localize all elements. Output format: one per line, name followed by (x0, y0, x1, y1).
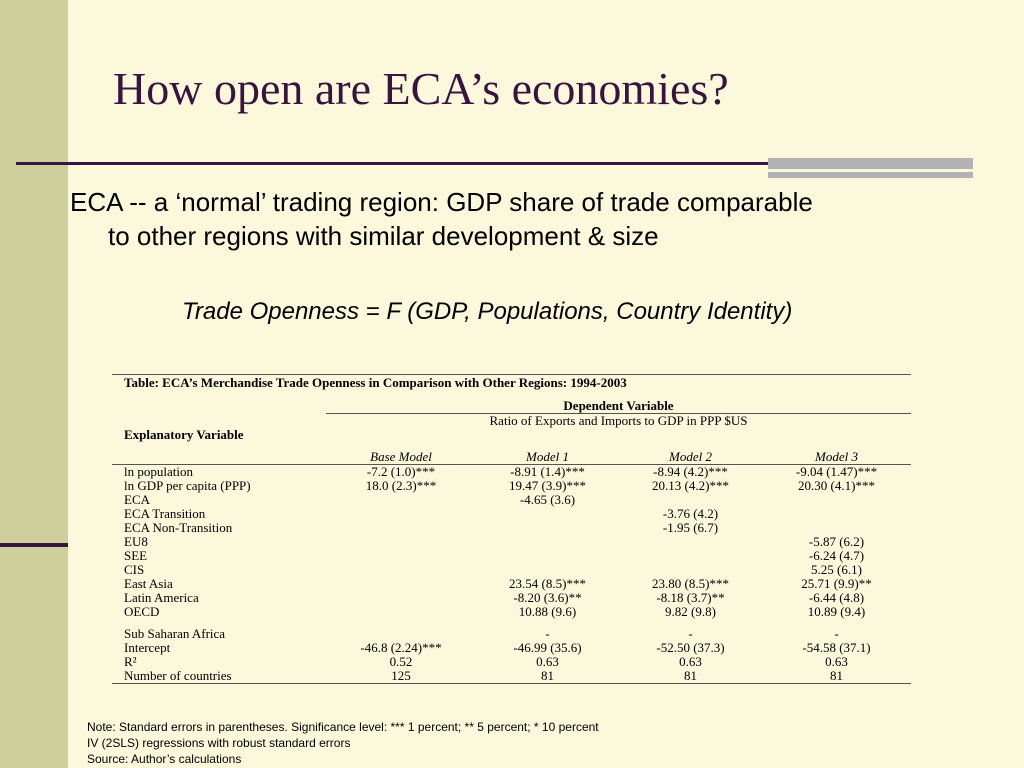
sidebar-band (0, 0, 68, 768)
cell-value (326, 605, 476, 619)
cell-value: 81 (619, 669, 762, 684)
row-label: ln GDP per capita (PPP) (124, 479, 251, 493)
cell-value (476, 535, 619, 549)
sidebar-rule (0, 543, 68, 547)
row-label (112, 619, 326, 627)
cell-value: -46.8 (2.24)*** (360, 641, 442, 655)
cell-value (326, 535, 476, 549)
cell-value (476, 563, 619, 577)
cell-value: 0.63 (825, 655, 848, 669)
row-label: East Asia (124, 577, 173, 591)
formula-text: Trade Openness = F (GDP, Populations, Country Identity) (182, 298, 793, 325)
cell-value: 125 (326, 669, 476, 684)
row-label: Number of countries (112, 669, 326, 684)
cell-value: -8.20 (3.6)** (513, 591, 582, 605)
cell-value: -6.24 (4.7) (808, 549, 865, 563)
cell-value: -8.91 (1.4)*** (510, 464, 585, 479)
model-header: Base Model (326, 450, 476, 465)
cell-value (476, 507, 619, 521)
cell-value (326, 627, 476, 641)
bullet-line-2: to other regions with similar development & size (108, 221, 659, 251)
table-row (112, 479, 911, 493)
regression-table (112, 374, 911, 684)
cell-value: -9.04 (1.47)*** (795, 464, 878, 479)
cell-value: 9.82 (9.8) (665, 605, 716, 619)
table-row (112, 619, 911, 627)
cell-value: -7.2 (1.0)*** (366, 464, 436, 479)
cell-value (619, 493, 762, 507)
row-label: OECD (124, 605, 160, 619)
row-label: SEE (124, 549, 148, 563)
cell-value (326, 549, 476, 563)
cell-value (619, 535, 762, 549)
cell-value (762, 507, 911, 521)
cell-value (326, 507, 476, 521)
row-label: CIS (124, 563, 145, 577)
cell-value (326, 577, 476, 591)
cell-value (326, 563, 476, 577)
table-row (112, 521, 911, 535)
cell-value: 20.30 (4.1)*** (798, 479, 875, 493)
cell-value: 0.52 (389, 655, 413, 669)
row-label: ECA Transition (124, 507, 206, 521)
cell-value: - (545, 627, 550, 641)
cell-value: -8.18 (3.7)** (656, 591, 725, 605)
cell-value: 5.25 (6.1) (811, 563, 862, 577)
cell-value: -52.50 (37.3) (656, 641, 725, 655)
cell-value: 23.54 (8.5)*** (509, 577, 586, 591)
bullet-text (70, 185, 1020, 253)
footnote: Source: Author’s calculations (87, 752, 242, 766)
cell-value (619, 619, 762, 627)
slide-title: How open are ECA’s economies? (113, 63, 729, 114)
table-caption: Table: ECA’s Merchandise Trade Openness in Comparison with Other Regions: 1994-2003 (112, 375, 911, 392)
cell-value: 0.63 (536, 655, 559, 669)
cell-value: -8.94 (4.2)*** (653, 464, 728, 479)
row-label: Latin America (124, 591, 199, 605)
cell-value: -5.87 (6.2) (808, 535, 865, 549)
table-row (112, 535, 911, 549)
table-row (112, 563, 911, 577)
cell-value: -4.65 (3.6) (519, 493, 576, 507)
cell-value: -54.58 (37.1) (802, 641, 871, 655)
cell-value (326, 619, 476, 627)
table-row (112, 641, 911, 655)
table-row (112, 493, 911, 507)
table-row (112, 591, 911, 605)
cell-value (326, 591, 476, 605)
cell-value (619, 549, 762, 563)
cell-value (326, 521, 476, 535)
table-row (112, 669, 911, 684)
cell-value (326, 493, 476, 507)
explanatory-variable-header: Explanatory Variable (124, 428, 244, 442)
cell-value: -3.76 (4.2) (662, 507, 719, 521)
footnote: IV (2SLS) regressions with robust standard errors (87, 736, 351, 750)
cell-value: -6.44 (4.8) (808, 591, 865, 605)
table-row (112, 507, 911, 521)
cell-value: 81 (762, 669, 911, 684)
model-header: Model 3 (762, 450, 911, 465)
cell-value (619, 563, 762, 577)
cell-value: 25.71 (9.9)** (801, 577, 872, 591)
table-row (112, 627, 911, 641)
cell-value: 18.0 (2.3)*** (365, 479, 437, 493)
row-label: R² (124, 655, 137, 669)
dependent-variable-header: Dependent Variable (326, 399, 911, 414)
footnotes (87, 719, 599, 767)
cell-value: - (688, 627, 693, 641)
bullet-line-1: ECA -- a ‘normal’ trading region: GDP share of trade comparable (70, 187, 813, 217)
cell-value: 10.89 (9.4) (807, 605, 866, 619)
cell-value: 0.63 (679, 655, 702, 669)
cell-value (476, 549, 619, 563)
model-header: Model 2 (619, 450, 762, 465)
table-row (112, 577, 911, 591)
accent-bar-lower (768, 172, 973, 178)
cell-value (476, 521, 619, 535)
cell-value: 23.80 (8.5)*** (652, 577, 729, 591)
row-label: ECA Non-Transition (124, 521, 233, 535)
cell-value (476, 619, 619, 627)
table-row (112, 549, 911, 563)
cell-value: -46.99 (35.6) (513, 641, 582, 655)
model-header: Model 1 (476, 450, 619, 465)
ratio-header: Ratio of Exports and Imports to GDP in PPP $US (489, 413, 748, 428)
footnote: Note: Standard errors in parentheses. Significance level: *** 1 percent; ** 5 percent; * 10 percent (87, 720, 599, 734)
cell-value (762, 493, 911, 507)
row-label: EU8 (124, 535, 148, 549)
table-row (112, 605, 911, 619)
row-label: ln population (124, 464, 193, 479)
cell-value: -1.95 (6.7) (662, 521, 719, 535)
cell-value: 20.13 (4.2)*** (652, 479, 729, 493)
cell-value: 81 (476, 669, 619, 684)
table-row (112, 655, 911, 669)
cell-value: 19.47 (3.9)*** (509, 479, 586, 493)
accent-bar (768, 158, 973, 169)
table-row (112, 465, 911, 480)
cell-value (762, 521, 911, 535)
row-label: Intercept (124, 641, 171, 655)
cell-value: - (834, 627, 839, 641)
row-label: ECA (124, 493, 150, 507)
cell-value (762, 619, 911, 627)
row-label: Sub Saharan Africa (124, 627, 226, 641)
cell-value: 10.88 (9.6) (518, 605, 577, 619)
